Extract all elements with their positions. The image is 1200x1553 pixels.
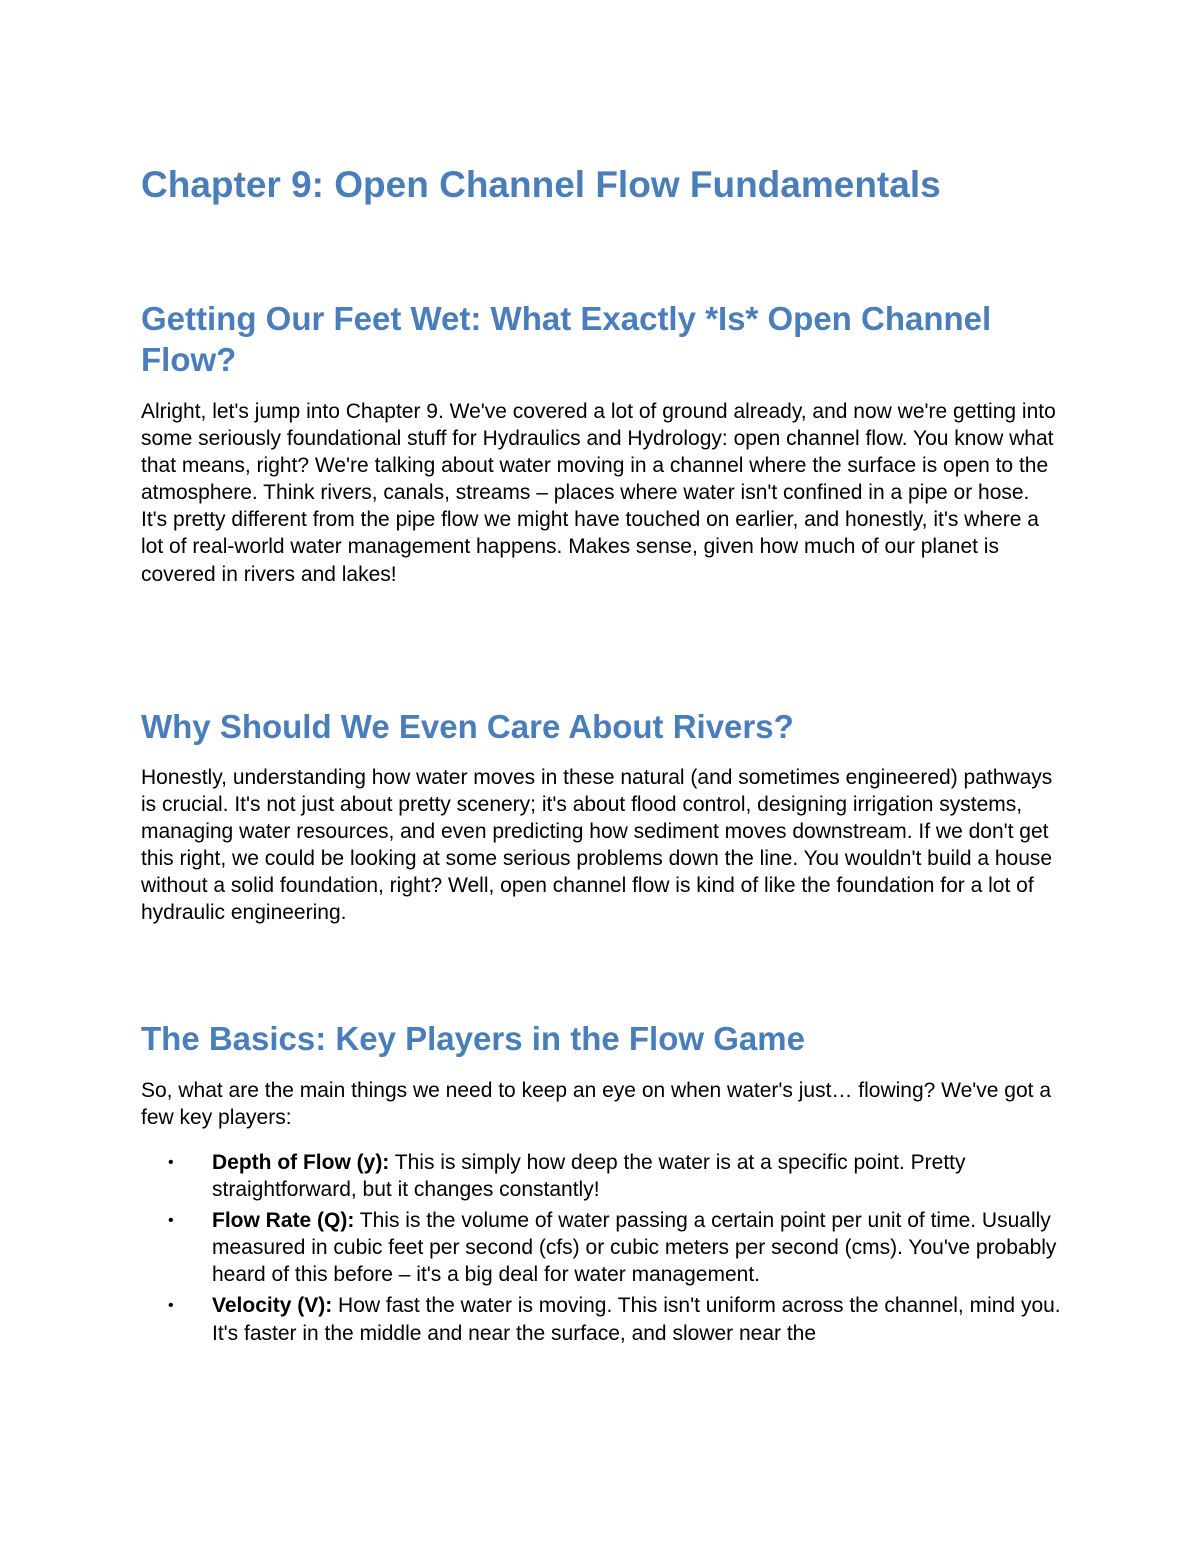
section-body-basics: So, what are the main things we need to keep an eye on when water's just… flowing? We've got a few key players: [141,1079,1051,1130]
list-item [141,1207,1061,1288]
bullet-term: Velocity (V): [212,1294,333,1318]
chapter-title: Chapter 9: Open Channel Flow Fundamentals [141,164,941,205]
section-heading-open-channel-flow: Getting Our Feet Wet: What Exactly *Is* Open Channel Flow? [141,300,992,378]
bullet-term: Flow Rate (Q): [212,1209,355,1233]
section-body-why-care: Honestly, understanding how water moves in these natural (and sometimes engineered) pathways is crucial. It's not just about pretty scenery; it's about flood control, designing irrigation systems, managing water resources, and even predicting how sediment moves downstream. If we don't get this right, we could be looking at some serious problems down the line. You wouldn't build a house without a solid foundation, right? Well, open channel flow is kind of like the foundation for a lot of hydraulic engineering. [141,766,1053,925]
section-body-open-channel-flow: Alright, let's jump into Chapter 9. We've covered a lot of ground already, and now we're getting into some seriously foundational stuff for Hydraulics and Hydrology: open channel flow. You know what that means, right? We're talking about water moving in a channel where the surface is open to the atmosphere. Think rivers, canals, streams – places where water isn't confined in a pipe or hose. It's pretty different from the pipe flow we might have touched on earlier, and honestly, it's where a lot of real-world water management happens. Makes sense, given how much of our planet is covered in rivers and lakes! [141,400,1056,586]
bullet-icon: • [168,1154,174,1171]
list-item [141,1149,1061,1203]
section-heading-why-care: Why Should We Even Care About Rivers? [141,708,794,745]
bullet-term: Depth of Flow (y): [212,1151,390,1174]
bullet-text: This is simply how deep the water is at a specific point. Pretty straightforward, but it changes constantly! [212,1151,966,1202]
bullet-icon: • [168,1212,174,1230]
bullet-icon: • [168,1297,174,1315]
key-players-list [141,1149,1061,1351]
section-heading-basics: The Basics: Key Players in the Flow Game [141,1020,805,1057]
bullet-text: This is the volume of water passing a certain point per unit of time. Usually measured in cubic feet per second (cfs) or cubic meters per second (cms). You've probably heard of this before – it's a big deal for water management. [212,1209,1057,1287]
list-item [141,1292,1061,1346]
bullet-text: How fast the water is moving. This isn't uniform across the channel, mind you. It's faster in the middle and near the surface, and slower near the [212,1294,1061,1345]
